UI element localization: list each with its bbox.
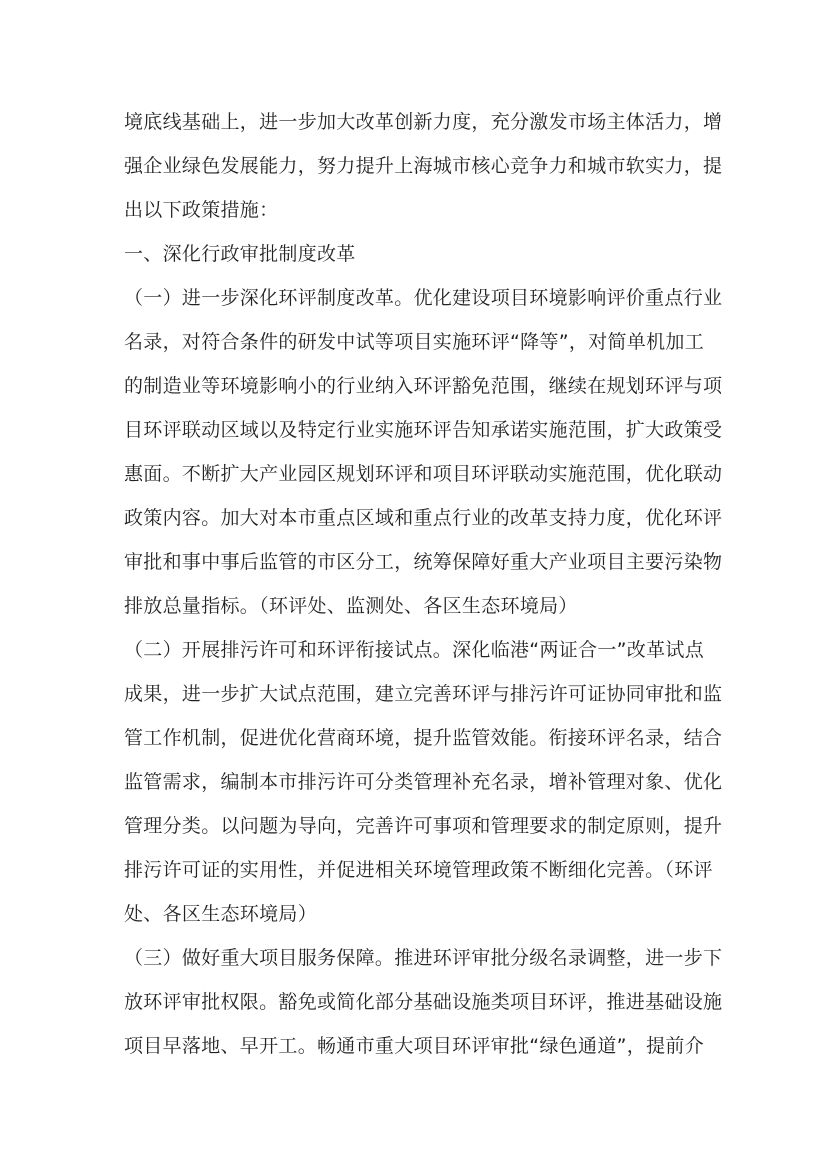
text-line: 目环评联动区域以及特定行业实施环评告知承诺实施范围，扩大政策受 bbox=[124, 419, 723, 441]
text-line: 政策内容。加大对本市重点区域和重点行业的改革支持力度，优化环评 bbox=[124, 507, 723, 529]
text-line: 监管需求，编制本市排污许可分类管理补充名录，增补管理对象、优化 bbox=[124, 771, 723, 793]
text-line: 项目早落地、早开工。畅通市重大项目环评审批“绿色通道”，提前介 bbox=[124, 1035, 704, 1057]
text-line: 的制造业等环境影响小的行业纳入环评豁免范围，继续在规划环评与项 bbox=[124, 375, 723, 397]
text-line: 放环评审批权限。豁免或简化部分基础设施类项目环评，推进基础设施 bbox=[124, 991, 723, 1013]
text-line: 审批和事中事后监管的市区分工，统筹保障好重大产业项目主要污染物 bbox=[124, 551, 723, 573]
text-line: （二）开展排污许可和环评衔接试点。深化临港“两证合一”改革试点 bbox=[124, 639, 704, 661]
text-line: 处、各区生态环境局） bbox=[124, 903, 318, 925]
text-line: 排污许可证的实用性，并促进相关环境管理政策不断细化完善。（环评 bbox=[124, 859, 713, 881]
text-line: 成果，进一步扩大试点范围，建立完善环评与排污许可证协同审批和监 bbox=[124, 683, 723, 705]
text-line: （一）进一步深化环评制度改革。优化建设项目环境影响评价重点行业 bbox=[124, 287, 723, 309]
section-heading: 一、深化行政审批制度改革 bbox=[124, 243, 356, 265]
text-line: （三）做好重大项目服务保障。推进环评审批分级名录调整，进一步下 bbox=[124, 947, 723, 969]
text-line: 排放总量指标。（环评处、监测处、各区生态环境局） bbox=[124, 595, 578, 617]
text-line: 出以下政策措施： bbox=[124, 199, 279, 221]
text-line: 惠面。不断扩大产业园区规划环评和项目环评联动实施范围，优化联动 bbox=[124, 463, 723, 485]
text-line: 名录，对符合条件的研发中试等项目实施环评“降等”，对简单机加工 bbox=[124, 331, 704, 353]
text-line: 境底线基础上，进一步加大改革创新力度，充分激发市场主体活力，增 bbox=[124, 111, 723, 133]
text-line: 管理分类。以问题为导向，完善许可事项和管理要求的制定原则，提升 bbox=[124, 815, 723, 837]
text-line: 管工作机制，促进优化营商环境，提升监管效能。衔接环评名录，结合 bbox=[124, 727, 723, 749]
text-line: 强企业绿色发展能力，努力提升上海城市核心竞争力和城市软实力，提 bbox=[124, 155, 723, 177]
